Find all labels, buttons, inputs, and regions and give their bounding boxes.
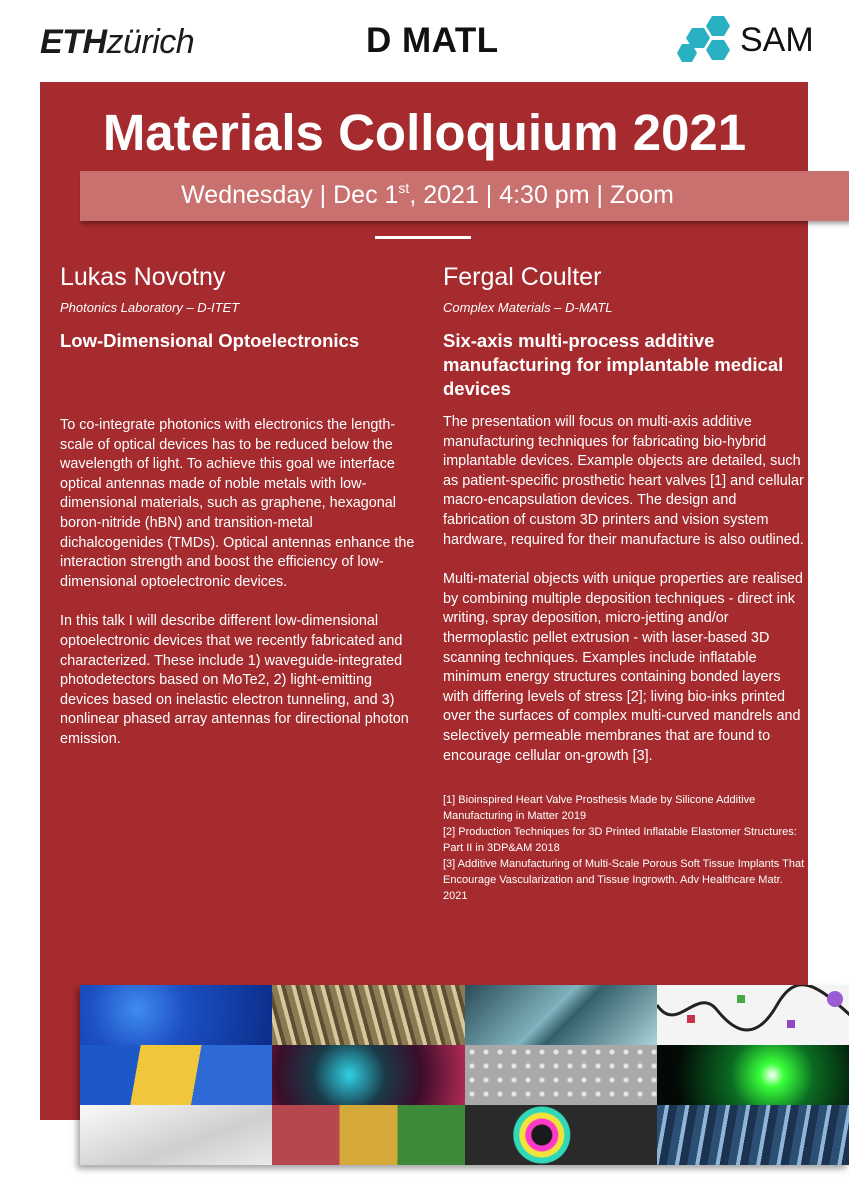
- date-suffix: , 2021 | 4:30 pm | Zoom: [409, 181, 674, 209]
- sam-logo-text: SAM: [740, 21, 814, 59]
- title-divider: [375, 236, 471, 239]
- abstract-paragraph: In this talk I will describe different low-dimensional optoelectronic devices that we recently fabricated and characterized. These include 1) waveguide-integrated photodetectors based on MoTe2, 2) light-emitting devices based on inelastic electron tunneling, and 3) nonlinear phased array antennas for directional photon emission.: [60, 613, 409, 747]
- microscopy-image-tile: [465, 985, 657, 1045]
- speaker-name: Lukas Novotny: [60, 263, 226, 291]
- reference-item: [1] Bioinspired Heart Valve Prosthesis Made by Silicone Additive Manufacturing in Matter 2019: [443, 794, 756, 823]
- microscopy-image-tile: [272, 985, 464, 1045]
- date-ordinal: st: [398, 180, 410, 196]
- eth-logo-bold: ETH: [40, 23, 107, 61]
- microscopy-image-tile: [272, 1045, 464, 1105]
- microscopy-image-tile: [80, 985, 272, 1045]
- talk-title: Low-Dimensional Optoelectronics: [60, 330, 360, 351]
- speaker-name: Fergal Coulter: [443, 263, 602, 291]
- dmatl-logo: D MATL: [366, 21, 499, 60]
- eth-logo-italic: zürich: [106, 23, 195, 61]
- microscopy-image-tile: [657, 1045, 849, 1105]
- abstract-paragraph: To co-integrate photonics with electronics the length-scale of optical devices has to be reduced below the wavelength of light. To achieve this goal we interface optical antennas made of noble metals with low-dimensional materials, such as graphene, hexagonal boron-nitride (hBN) and transition-metal dichalcogenides (TMDs). Optical antennas enhance the interaction strength and boost the efficiency of low-dimensional optoelectronic devices.: [60, 417, 415, 590]
- reference-item: [2] Production Techniques for 3D Printed Inflatable Elastomer Structures: Part II in 3DP&AM 2018: [443, 826, 797, 855]
- speaker-column-1: [60, 262, 418, 750]
- event-title: Materials Colloquium 2021: [102, 104, 747, 161]
- speaker-affiliation: Complex Materials – D-MATL: [443, 300, 613, 315]
- talk-title: Six-axis multi-process additive manufacturing for implantable medical devices: [443, 330, 784, 399]
- date-prefix: Wednesday | Dec 1: [181, 181, 399, 209]
- materials-image-strip: [80, 985, 849, 1165]
- microscopy-image-tile: [80, 1045, 272, 1105]
- eth-zurich-logo: [40, 22, 194, 62]
- event-date: [80, 178, 775, 212]
- references-list: [443, 792, 805, 904]
- reference-item: [3] Additive Manufacturing of Multi-Scale Porous Soft Tissue Implants That Encourage Vascularization and Tissue Ingrowth. Adv Healthcare Matr. 2021: [443, 858, 805, 903]
- sam-hexagon-icon: [674, 14, 736, 66]
- microscopy-image-tile: [272, 1105, 464, 1165]
- molecule-diagram-tile: [657, 985, 849, 1045]
- microscopy-image-tile: [657, 1105, 849, 1165]
- microscopy-image-tile: [80, 1105, 272, 1165]
- microscopy-image-tile: [465, 1105, 657, 1165]
- abstract-paragraph: Multi-material objects with unique properties are realised by combining multiple deposition techniques - direct ink writing, spray deposition, micro-jetting and/or thermoplastic pellet extrusion - with laser-based 3D scanning techniques. Examples include inflatable minimum energy structures containing bonded layers with differing levels of stress [2]; living bio-inks printed over the surfaces of complex multi-curved mandrels and selectively permeable membranes that are found to encourage cellular on-growth [3].: [443, 571, 803, 764]
- microscopy-image-tile: [465, 1045, 657, 1105]
- speaker-affiliation: Photonics Laboratory – D-ITET: [60, 300, 240, 315]
- speaker-column-2: [443, 262, 805, 904]
- abstract-paragraph: The presentation will focus on multi-axis additive manufacturing techniques for fabricating bio-hybrid implantable devices. Example objects are detailed, such as patient-specific prosthetic heart valves [1] and cellular macro-encapsulation devices. The design and fabrication of custom 3D printers and vision system hardware, required for their manufacture is also outlined.: [443, 414, 804, 548]
